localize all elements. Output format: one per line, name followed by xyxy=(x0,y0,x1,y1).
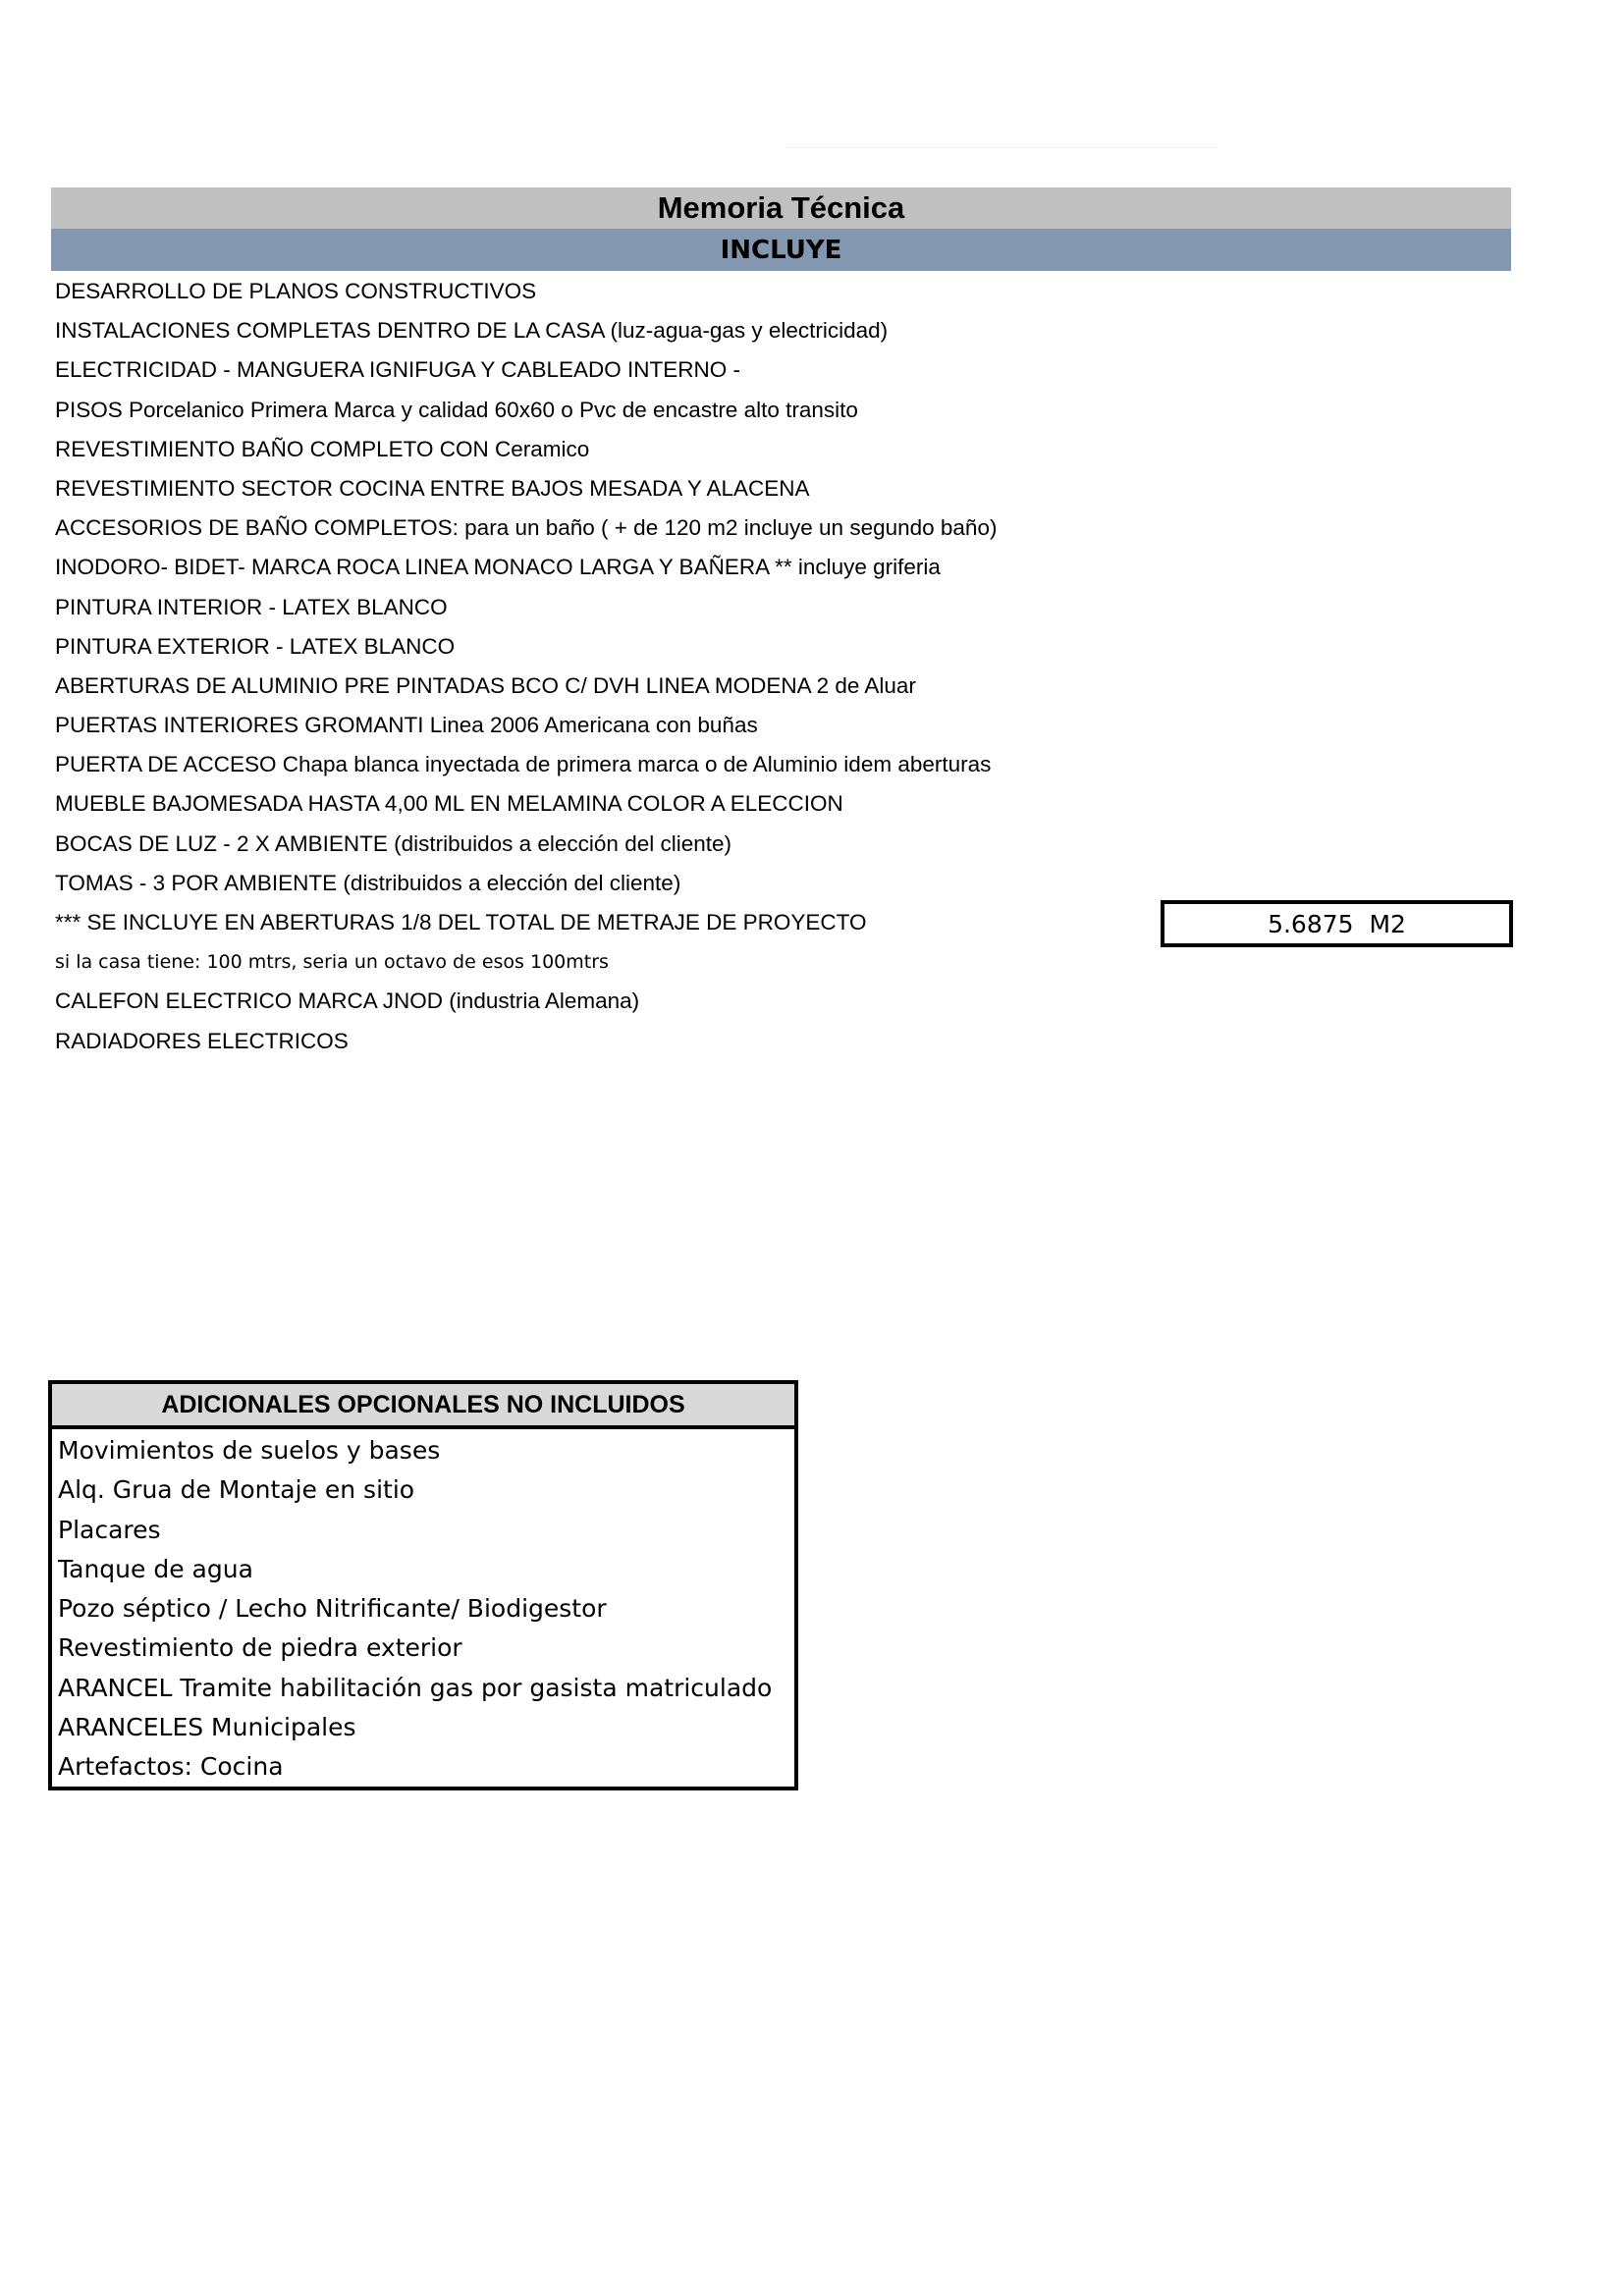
list-item: BOCAS DE LUZ - 2 X AMBIENTE (distribuidos a elección del cliente) xyxy=(55,830,732,856)
list-item: Placares xyxy=(58,1515,161,1544)
divider xyxy=(785,147,1218,148)
list-item-note: si la casa tiene: 100 mtrs, seria un octavo de esos 100mtrs xyxy=(55,951,609,974)
list-item: Artefactos: Cocina xyxy=(58,1752,284,1782)
list-item: PINTURA EXTERIOR - LATEX BLANCO xyxy=(55,633,456,659)
metraje-unit: M2 xyxy=(1369,909,1406,938)
list-item: PINTURA INTERIOR - LATEX BLANCO xyxy=(55,594,448,619)
list-item: RADIADORES ELECTRICOS xyxy=(55,1028,349,1053)
list-item: ACCESORIOS DE BAÑO COMPLETOS: para un baño ( + de 120 m2 incluye un segundo baño) xyxy=(55,515,998,541)
list-item: REVESTIMIENTO BAÑO COMPLETO CON Ceramico xyxy=(55,436,590,461)
list-item: TOMAS - 3 POR AMBIENTE (distribuidos a elección del cliente) xyxy=(55,870,681,895)
list-item: Alq. Grua de Montaje en sitio xyxy=(58,1475,415,1505)
list-item: INSTALACIONES COMPLETAS DENTRO DE LA CASA (luz-agua-gas y electricidad) xyxy=(55,318,889,344)
section-header-text: INCLUYE xyxy=(720,235,842,265)
list-item: Pozo séptico / Lecho Nitrificante/ Biodigestor xyxy=(58,1594,607,1624)
list-item: Tanque de agua xyxy=(58,1554,253,1583)
list-item: ARANCELES Municipales xyxy=(58,1713,356,1742)
page-title xyxy=(51,187,1511,229)
list-item: ABERTURAS DE ALUMINIO PRE PINTADAS BCO C/ DVH LINEA MODENA 2 de Aluar xyxy=(55,672,916,698)
list-item: PISOS Porcelanico Primera Marca y calidad 60x60 o Pvc de encastre alto transito xyxy=(55,397,858,422)
list-item: *** SE INCLUYE EN ABERTURAS 1/8 DEL TOTAL DE METRAJE DE PROYECTO xyxy=(55,910,867,934)
page-title-text: Memoria Técnica xyxy=(657,190,905,225)
incluye-list xyxy=(55,272,997,1061)
list-item: DESARROLLO DE PLANOS CONSTRUCTIVOS xyxy=(55,279,537,303)
list-item: ARANCEL Tramite habilitación gas por gasista matriculado xyxy=(58,1673,773,1702)
list-item: REVESTIMIENTO SECTOR COCINA ENTRE BAJOS MESADA Y ALACENA xyxy=(55,475,810,501)
list-item: INODORO- BIDET- MARCA ROCA LINEA MONACO LARGA Y BAÑERA ** incluye griferia xyxy=(55,555,941,580)
adicionales-table xyxy=(48,1380,798,1790)
adicionales-header xyxy=(52,1384,794,1429)
metraje-value: 5.6875 xyxy=(1268,909,1354,938)
list-item: Revestimiento de piedra exterior xyxy=(58,1633,462,1663)
metraje-value-box xyxy=(1161,900,1513,947)
list-item: Movimientos de suelos y bases xyxy=(58,1436,441,1465)
adicionales-list xyxy=(52,1429,794,1788)
list-item: PUERTAS INTERIORES GROMANTI Linea 2006 Americana con buñas xyxy=(55,713,758,738)
list-item: PUERTA DE ACCESO Chapa blanca inyectada de primera marca o de Aluminio idem aberturas xyxy=(55,752,992,777)
list-item: MUEBLE BAJOMESADA HASTA 4,00 ML EN MELAMINA COLOR A ELECCION xyxy=(55,791,843,817)
list-item: ELECTRICIDAD - MANGUERA IGNIFUGA Y CABLEADO INTERNO - xyxy=(55,357,741,383)
adicionales-title: ADICIONALES OPCIONALES NO INCLUIDOS xyxy=(161,1390,685,1418)
list-item: CALEFON ELECTRICO MARCA JNOD (industria Alemana) xyxy=(55,988,640,1014)
section-header-incluye xyxy=(51,229,1511,271)
